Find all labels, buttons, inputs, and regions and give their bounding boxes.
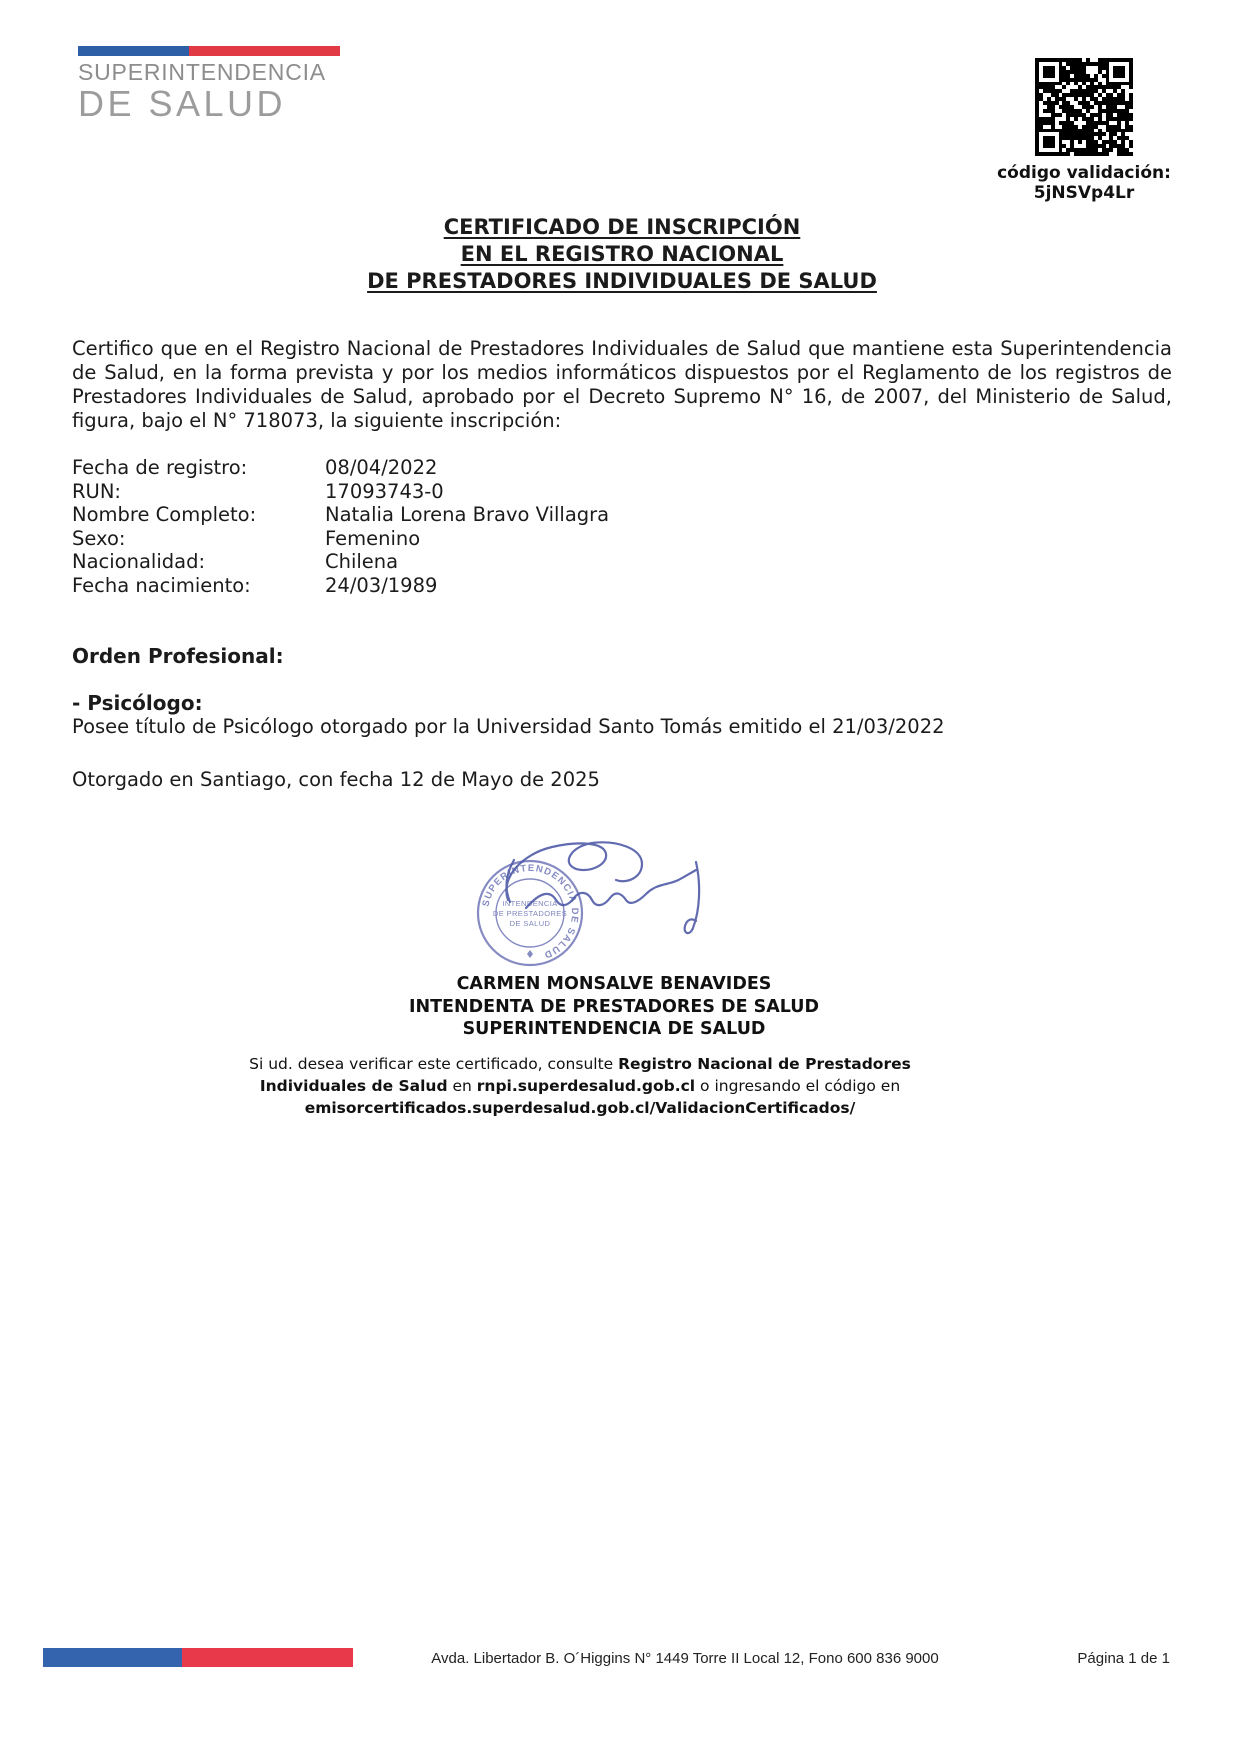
verification-text: o ingresando el código en bbox=[695, 1077, 901, 1095]
title-line-2: EN EL REGISTRO NACIONAL bbox=[460, 242, 784, 266]
verification-line2 bbox=[30, 1075, 1130, 1097]
field-row-run bbox=[72, 480, 609, 504]
field-row-sexo bbox=[72, 527, 609, 551]
signatory-org: SUPERINTENDENCIA DE SALUD bbox=[462, 1019, 766, 1039]
logo-text-line1: SUPERINTENDENCIA bbox=[78, 59, 326, 85]
footer-page-number: Página 1 de 1 bbox=[1077, 1650, 1170, 1667]
superintendencia-logo bbox=[78, 46, 340, 122]
verification-text: Si ud. desea verificar este certificado, consulte bbox=[249, 1055, 619, 1073]
stamp-ring-text: SUPERINTENDENCIA DE SALUD bbox=[480, 862, 581, 961]
verification-url: emisorcertificados.superdesalud.gob.cl/ValidacionCertificados/ bbox=[304, 1099, 856, 1117]
stamp-center-line2: DE PRESTADORES bbox=[492, 909, 568, 918]
stamp-and-signature bbox=[430, 840, 720, 980]
orden-profesional-heading: Orden Profesional: bbox=[72, 644, 284, 668]
signatory-name: CARMEN MONSALVE BENAVIDES bbox=[456, 974, 772, 994]
flag-blue-segment bbox=[78, 46, 189, 56]
verification-registry-name: Registro Nacional de Prestadores bbox=[618, 1055, 911, 1073]
logo-text-line2: DE SALUD bbox=[78, 83, 287, 124]
footer-flag-bar bbox=[43, 1648, 353, 1667]
field-value: Femenino bbox=[325, 526, 421, 550]
field-label: Nombre Completo: bbox=[72, 503, 257, 526]
verification-note bbox=[30, 1053, 1130, 1119]
field-value: 08/04/2022 bbox=[325, 456, 438, 479]
verification-text: en bbox=[447, 1077, 477, 1095]
footer-flag-red-segment bbox=[182, 1648, 353, 1667]
verification-line1 bbox=[30, 1053, 1130, 1075]
field-label: Fecha nacimiento: bbox=[72, 573, 251, 597]
registration-fields bbox=[72, 456, 609, 597]
validation-code: 5jNSVp4Lr bbox=[1033, 183, 1135, 203]
stamp-center-line1: INTENDENCIA bbox=[502, 899, 558, 908]
verification-site: rnpi.superdesalud.gob.cl bbox=[476, 1077, 696, 1095]
field-value: 24/03/1989 bbox=[325, 573, 438, 597]
chile-flag-bar bbox=[78, 46, 340, 56]
verification-line3 bbox=[30, 1097, 1130, 1119]
field-label: RUN: bbox=[72, 479, 121, 503]
field-value: Natalia Lorena Bravo Villagra bbox=[325, 503, 610, 526]
title-line-1: CERTIFICADO DE INSCRIPCIÓN bbox=[443, 215, 801, 239]
qr-code bbox=[1035, 58, 1133, 156]
verification-registry-name-cont: Individuales de Salud bbox=[259, 1077, 448, 1095]
certificate-title bbox=[70, 214, 1174, 295]
field-row-nacionalidad bbox=[72, 550, 609, 574]
field-row-nombre bbox=[72, 503, 609, 527]
field-label: Fecha de registro: bbox=[72, 456, 248, 479]
flag-red-segment bbox=[189, 46, 340, 56]
footer-flag-blue-segment bbox=[43, 1648, 182, 1667]
stamp-center-line3: DE SALUD bbox=[509, 919, 551, 928]
field-label: Nacionalidad: bbox=[72, 550, 206, 573]
issued-line: Otorgado en Santiago, con fecha 12 de Mayo de 2025 bbox=[72, 768, 600, 791]
validation-label: código validación: bbox=[997, 163, 1171, 183]
profession-title: - Psicólogo: bbox=[72, 691, 203, 715]
signatory-title: INTENDENTA DE PRESTADORES DE SALUD bbox=[408, 996, 820, 1017]
field-row-fecha-nacimiento bbox=[72, 574, 609, 598]
field-label: Sexo: bbox=[72, 526, 126, 550]
intro-paragraph: Certifico que en el Registro Nacional de Prestadores Individuales de Salud que mantiene esta Superintendencia de Salud, en la forma prevista y por los medios informáticos dispuestos por el Reglamento de los registros de Prestadores Individuales de Salud, aprobado por el Decreto Supremo N° 16, de 2007, del Ministerio de Salud, figura, bajo el N° 718073, la siguiente inscripción: bbox=[72, 337, 1172, 432]
stamp-diamond-icon bbox=[527, 950, 533, 958]
footer-address: Avda. Libertador B. O´Higgins N° 1449 Torre II Local 12, Fono 600 836 9000 bbox=[431, 1650, 939, 1667]
signatory-block bbox=[64, 973, 1164, 1041]
profession-detail: Posee título de Psicólogo otorgado por la Universidad Santo Tomás emitido el 21/03/2022 bbox=[72, 715, 945, 738]
title-line-3: DE PRESTADORES INDIVIDUALES DE SALUD bbox=[367, 269, 877, 293]
field-value: 17093743-0 bbox=[325, 479, 444, 503]
field-row-fecha-registro bbox=[72, 456, 609, 480]
validation-block bbox=[934, 58, 1234, 203]
field-value: Chilena bbox=[325, 550, 399, 573]
